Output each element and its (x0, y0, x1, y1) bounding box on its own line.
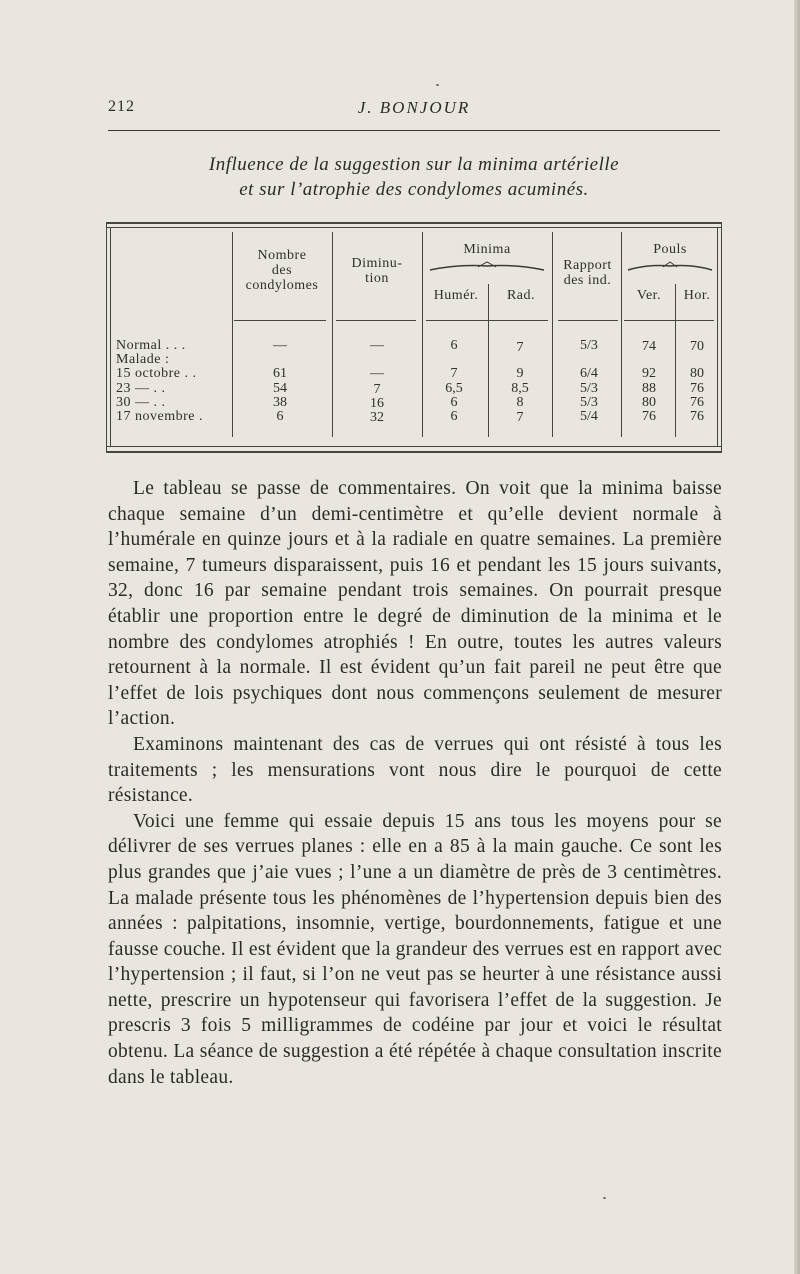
header-nombre: Nombre des condylomes (245, 248, 319, 293)
row-label: 30 — . . (116, 395, 166, 410)
paragraph-2: Examinons maintenant des cas de verrues qui ont résisté à tous les traitements ; les mensurations vont nous dire le pourquoi de cette résistance. (108, 733, 722, 807)
cell-rapport: 5/3 (580, 338, 598, 353)
cell-hor: 80 (690, 366, 704, 381)
header-rule (108, 130, 720, 131)
cell-rapport: 5/3 (580, 381, 598, 396)
cell-humer: 6 (450, 395, 458, 410)
running-head (108, 98, 720, 124)
table-bottom-rule (106, 446, 722, 447)
header-rule-diminution (336, 320, 416, 321)
paper-speck (603, 1197, 606, 1199)
paragraph-1: Le tableau se passe de commentaires. On voit que la minima baisse chaque semaine d’un demi-centimètre et qu’elle devient normale à l’humérale en quinze jours et à la radiale en quatre semaines. La première semaine, 7 tumeurs disparaissent, puis 16 et pendant les 15 jours suivants, 32, donc 16 par semaine pendant trois semaines. On pourrait presque établir une proportion entre le degré de diminution de la minima et le nombre des condylomes atrophiés ! En outre, toutes les autres valeurs retournent à la normale. Il est évident qu’un fait pareil ne peut être que l’effet de lois psychiques dont nous commençons seulement de mesurer l’action. (108, 478, 722, 730)
header-diminution: Diminu- tion (351, 256, 403, 286)
cell-diminution: — (370, 338, 384, 353)
table-left-border-inner (110, 227, 111, 447)
cell-rapport: 5/3 (580, 395, 598, 410)
header-rule-rapport (558, 320, 618, 321)
cell-nombre: 38 (273, 395, 287, 410)
col-divider-3 (422, 232, 423, 437)
col-divider-minima (488, 284, 489, 437)
header-rule-nombre (234, 320, 326, 321)
cell-rad: 8,5 (511, 381, 529, 396)
cell-rad: 7 (516, 340, 524, 355)
row-label: 23 — . . (116, 381, 166, 396)
cell-hor: 70 (690, 339, 704, 354)
cell-humer: 6 (450, 409, 458, 424)
cell-humer: 7 (450, 366, 458, 381)
header-rule-minima (426, 320, 548, 321)
cell-hor: 76 (690, 395, 704, 410)
col-divider-1 (232, 232, 233, 437)
header-minima: Minima (463, 242, 511, 257)
table-left-border (106, 222, 107, 453)
cell-hor: 76 (690, 381, 704, 396)
header-ver: Ver. (636, 288, 662, 303)
data-table (104, 222, 724, 454)
header-hor: Hor. (683, 288, 711, 303)
table-top-rule-inner (106, 227, 722, 228)
cell-diminution: 16 (370, 396, 384, 411)
page-edge-shadow (794, 0, 800, 1274)
cell-ver: 80 (642, 395, 656, 410)
row-label: 15 octobre . . (116, 366, 197, 381)
paragraph-3: Voici une femme qui essaie depuis 15 ans tous les moyens pour se délivrer de ses verrues planes : elle en a 85 à la main gauche. Ce sont les plus grandes que j’aie vues ; l’une a un diamètre de près de 3 centimètres. La malade présente tous les phénomènes de l’hypertension depuis bien des années : palpitations, insomnie, vertige, bourdonnements, fatigue et une fausse couche. Il est évident que la grandeur des verrues est en rapport avec l’hypertension ; il faut, si l’on ne veut pas se heurter à une résistance aussi nette, prescrire un hypotenseur qui favorisera l’effet de la suggestion. Je prescris 3 fois 5 milligrammes de codéine par jour et voici le résultat obtenu. La séance de suggestion a été répétée à chaque consultation inscrite dans le tableau. (108, 810, 722, 1088)
cell-nombre: 61 (273, 366, 287, 381)
cell-hor: 76 (690, 409, 704, 424)
cell-rapport: 5/4 (580, 409, 598, 424)
body-text (108, 476, 722, 1090)
paper-speck (436, 84, 439, 86)
cell-nombre: 6 (276, 409, 284, 424)
page-number: 212 (108, 98, 135, 115)
author-name: J. BONJOUR (357, 98, 471, 117)
table-bottom-rule-outer (106, 451, 722, 453)
table-caption (108, 152, 720, 202)
cell-rapport: 6/4 (580, 366, 598, 381)
header-rad: Rad. (506, 288, 536, 303)
cell-diminution: 32 (370, 410, 384, 425)
cell-ver: 74 (642, 339, 656, 354)
cell-diminution: — (370, 366, 384, 381)
cell-humer: 6 (450, 338, 458, 353)
cell-rad: 7 (516, 410, 524, 425)
header-pouls: Pouls (653, 242, 687, 257)
table-top-rule (106, 222, 722, 224)
cell-nombre: 54 (273, 381, 287, 396)
caption-line-1: Influence de la suggestion sur la minima artérielle (208, 154, 620, 175)
cell-ver: 92 (642, 366, 656, 381)
cell-diminution: 7 (373, 382, 381, 397)
cell-ver: 76 (642, 409, 656, 424)
row-label: Malade : (116, 352, 170, 367)
header-rapport: Rapport des ind. (563, 258, 612, 288)
cell-ver: 88 (642, 381, 656, 396)
row-label: Normal . . . (116, 338, 186, 353)
minima-brace-icon (428, 260, 546, 272)
header-rule-pouls (624, 320, 714, 321)
col-divider-4 (552, 232, 553, 437)
cell-rad: 8 (516, 395, 524, 410)
cell-rad: 9 (516, 366, 524, 381)
caption-line-2: et sur l’atrophie des condylomes acuminés. (239, 179, 589, 200)
col-divider-2 (332, 232, 333, 437)
cell-nombre: — (273, 338, 287, 353)
header-humer: Humér. (433, 288, 479, 303)
row-label: 17 novembre . (116, 409, 203, 424)
cell-humer: 6,5 (445, 381, 463, 396)
pouls-brace-icon (626, 260, 714, 272)
